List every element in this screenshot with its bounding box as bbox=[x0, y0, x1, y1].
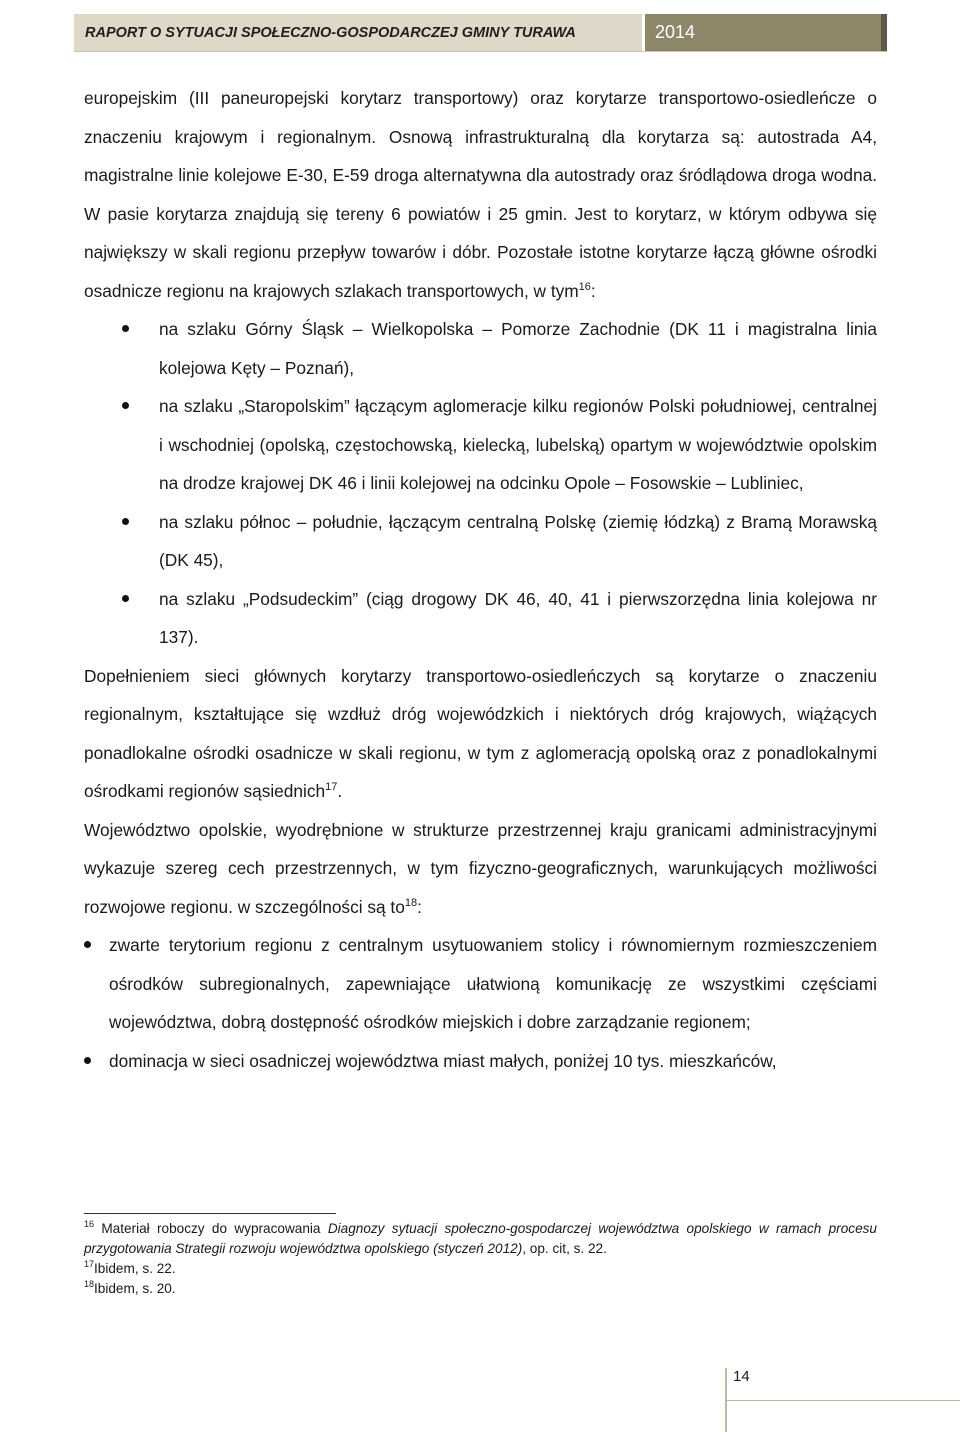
list-item: na szlaku Górny Śląsk – Wielkopolska – Pomorze Zachodnie (DK 11 i magistralna linia kolejowa Kęty – Poznań), bbox=[84, 310, 877, 387]
paragraph-text: europejskim (III paneuropejski korytarz transportowy) oraz korytarze transportowo-osiedleńcze o znaczeniu krajowym i regionalnym. Osnową infrastrukturalną dla korytarza są: autostrada A4, magistralne linie kolejowe E-30, E-59 droga alternatywna dla autostrady oraz śródlądowa droga wodna. W pasie korytarza znajdują się tereny 6 powiatów i 25 gmin. Jest to korytarz, w którym odbywa się największy w skali regionu przepływ towarów i dóbr. Pozostałe istotne korytarze łączą główne ośrodki osadnicze regionu na krajowych szlakach transportowych, w tym bbox=[84, 88, 877, 301]
footnote-ref[interactable]: 17 bbox=[325, 781, 338, 793]
page-header bbox=[74, 14, 887, 52]
paragraph-voivodeship bbox=[84, 811, 877, 927]
footnote-text: Ibidem, s. 22. bbox=[94, 1261, 176, 1276]
footnote-16 bbox=[84, 1219, 877, 1259]
footnote-ref[interactable]: 16 bbox=[578, 280, 591, 293]
paragraph-regional-corridors bbox=[84, 657, 877, 811]
list-item: dominacja w sieci osadniczej województwa miast małych, poniżej 10 tys. mieszkańców, bbox=[84, 1042, 877, 1081]
transport-routes-list bbox=[84, 310, 877, 657]
page-number-rule bbox=[727, 1400, 960, 1401]
footnote-text: Materiał roboczy do wypracowania bbox=[94, 1221, 328, 1236]
header-edge bbox=[881, 14, 887, 51]
footnote-17 bbox=[84, 1259, 877, 1279]
footnote-title: Diagnozy sytuacji społeczno-gospodarczej województwa opolskiego w ramach procesu przygotowania Strategii rozwoju województwa opolskiego (styczeń 2012) bbox=[84, 1221, 877, 1256]
list-item: na szlaku północ – południe, łączącym centralną Polskę (ziemię łódzką) z Bramą Morawską (DK 45), bbox=[84, 503, 877, 580]
list-item: zwarte terytorium regionu z centralnym usytuowaniem stolicy i równomiernym rozmieszczeniem ośrodków subregionalnych, zapewniające ułatwioną komunikację ze wszystkimi częściami województwa, dobrą dostępność ośrodków miejskich i dobre zarządzanie regionem; bbox=[84, 926, 877, 1042]
report-year: 2014 bbox=[645, 14, 881, 51]
list-item: na szlaku „Podsudeckim” (ciąg drogowy DK 46, 40, 41 i pierwszorzędna linia kolejowa nr 137). bbox=[84, 580, 877, 657]
page-number: 14 bbox=[733, 1368, 750, 1385]
document-body bbox=[84, 79, 877, 1080]
paragraph-text: Województwo opolskie, wyodrębnione w strukturze przestrzennej kraju granicami administracyjnymi wykazuje szereg cech przestrzennych, w tym fizyczno-geograficznych, warunkujących możliwości rozwojowe regionu. w szczególności są to bbox=[84, 819, 877, 917]
features-list bbox=[84, 926, 877, 1080]
footnote-18 bbox=[84, 1279, 877, 1299]
footnotes bbox=[84, 1219, 877, 1299]
footnote-number: 17 bbox=[84, 1259, 95, 1269]
paragraph-text: : bbox=[417, 896, 422, 917]
footnote-text: Ibidem, s. 20. bbox=[94, 1281, 176, 1296]
paragraph-text: : bbox=[590, 280, 596, 301]
report-title: RAPORT O SYTUACJI SPOŁECZNO-GOSPODARCZEJ GMINY TURAWA bbox=[74, 14, 642, 51]
paragraph-text: Dopełnieniem sieci głównych korytarzy transportowo-osiedleńczych są korytarze o znaczeniu regionalnym, kształtujące się wzdłuż dróg wojewódzkich i niektórych dróg krajowych, wiążących ponadlokalne ośrodki osadnicze w skali regionu, w tym z aglomeracją opolską oraz z ponadlokalnymi ośrodkami regionów sąsiednich bbox=[84, 665, 877, 801]
footnote-divider bbox=[84, 1213, 336, 1214]
paragraph-text: . bbox=[337, 781, 343, 801]
paragraph-corridors bbox=[84, 79, 877, 310]
footnote-text: , op. cit, s. 22. bbox=[522, 1241, 607, 1256]
list-item: na szlaku „Staropolskim” łączącym aglomeracje kilku regionów Polski południowej, centralnej i wschodniej (opolską, częstochowską, kielecką, lubelską) opartym w województwie opolskim na drodze krajowej DK 46 i linii kolejowej na odcinku Opole – Fosowskie – Lubliniec, bbox=[84, 387, 877, 503]
footnote-number: 18 bbox=[84, 1279, 95, 1289]
footnote-number: 16 bbox=[84, 1219, 95, 1229]
footnote-ref[interactable]: 18 bbox=[404, 896, 418, 909]
